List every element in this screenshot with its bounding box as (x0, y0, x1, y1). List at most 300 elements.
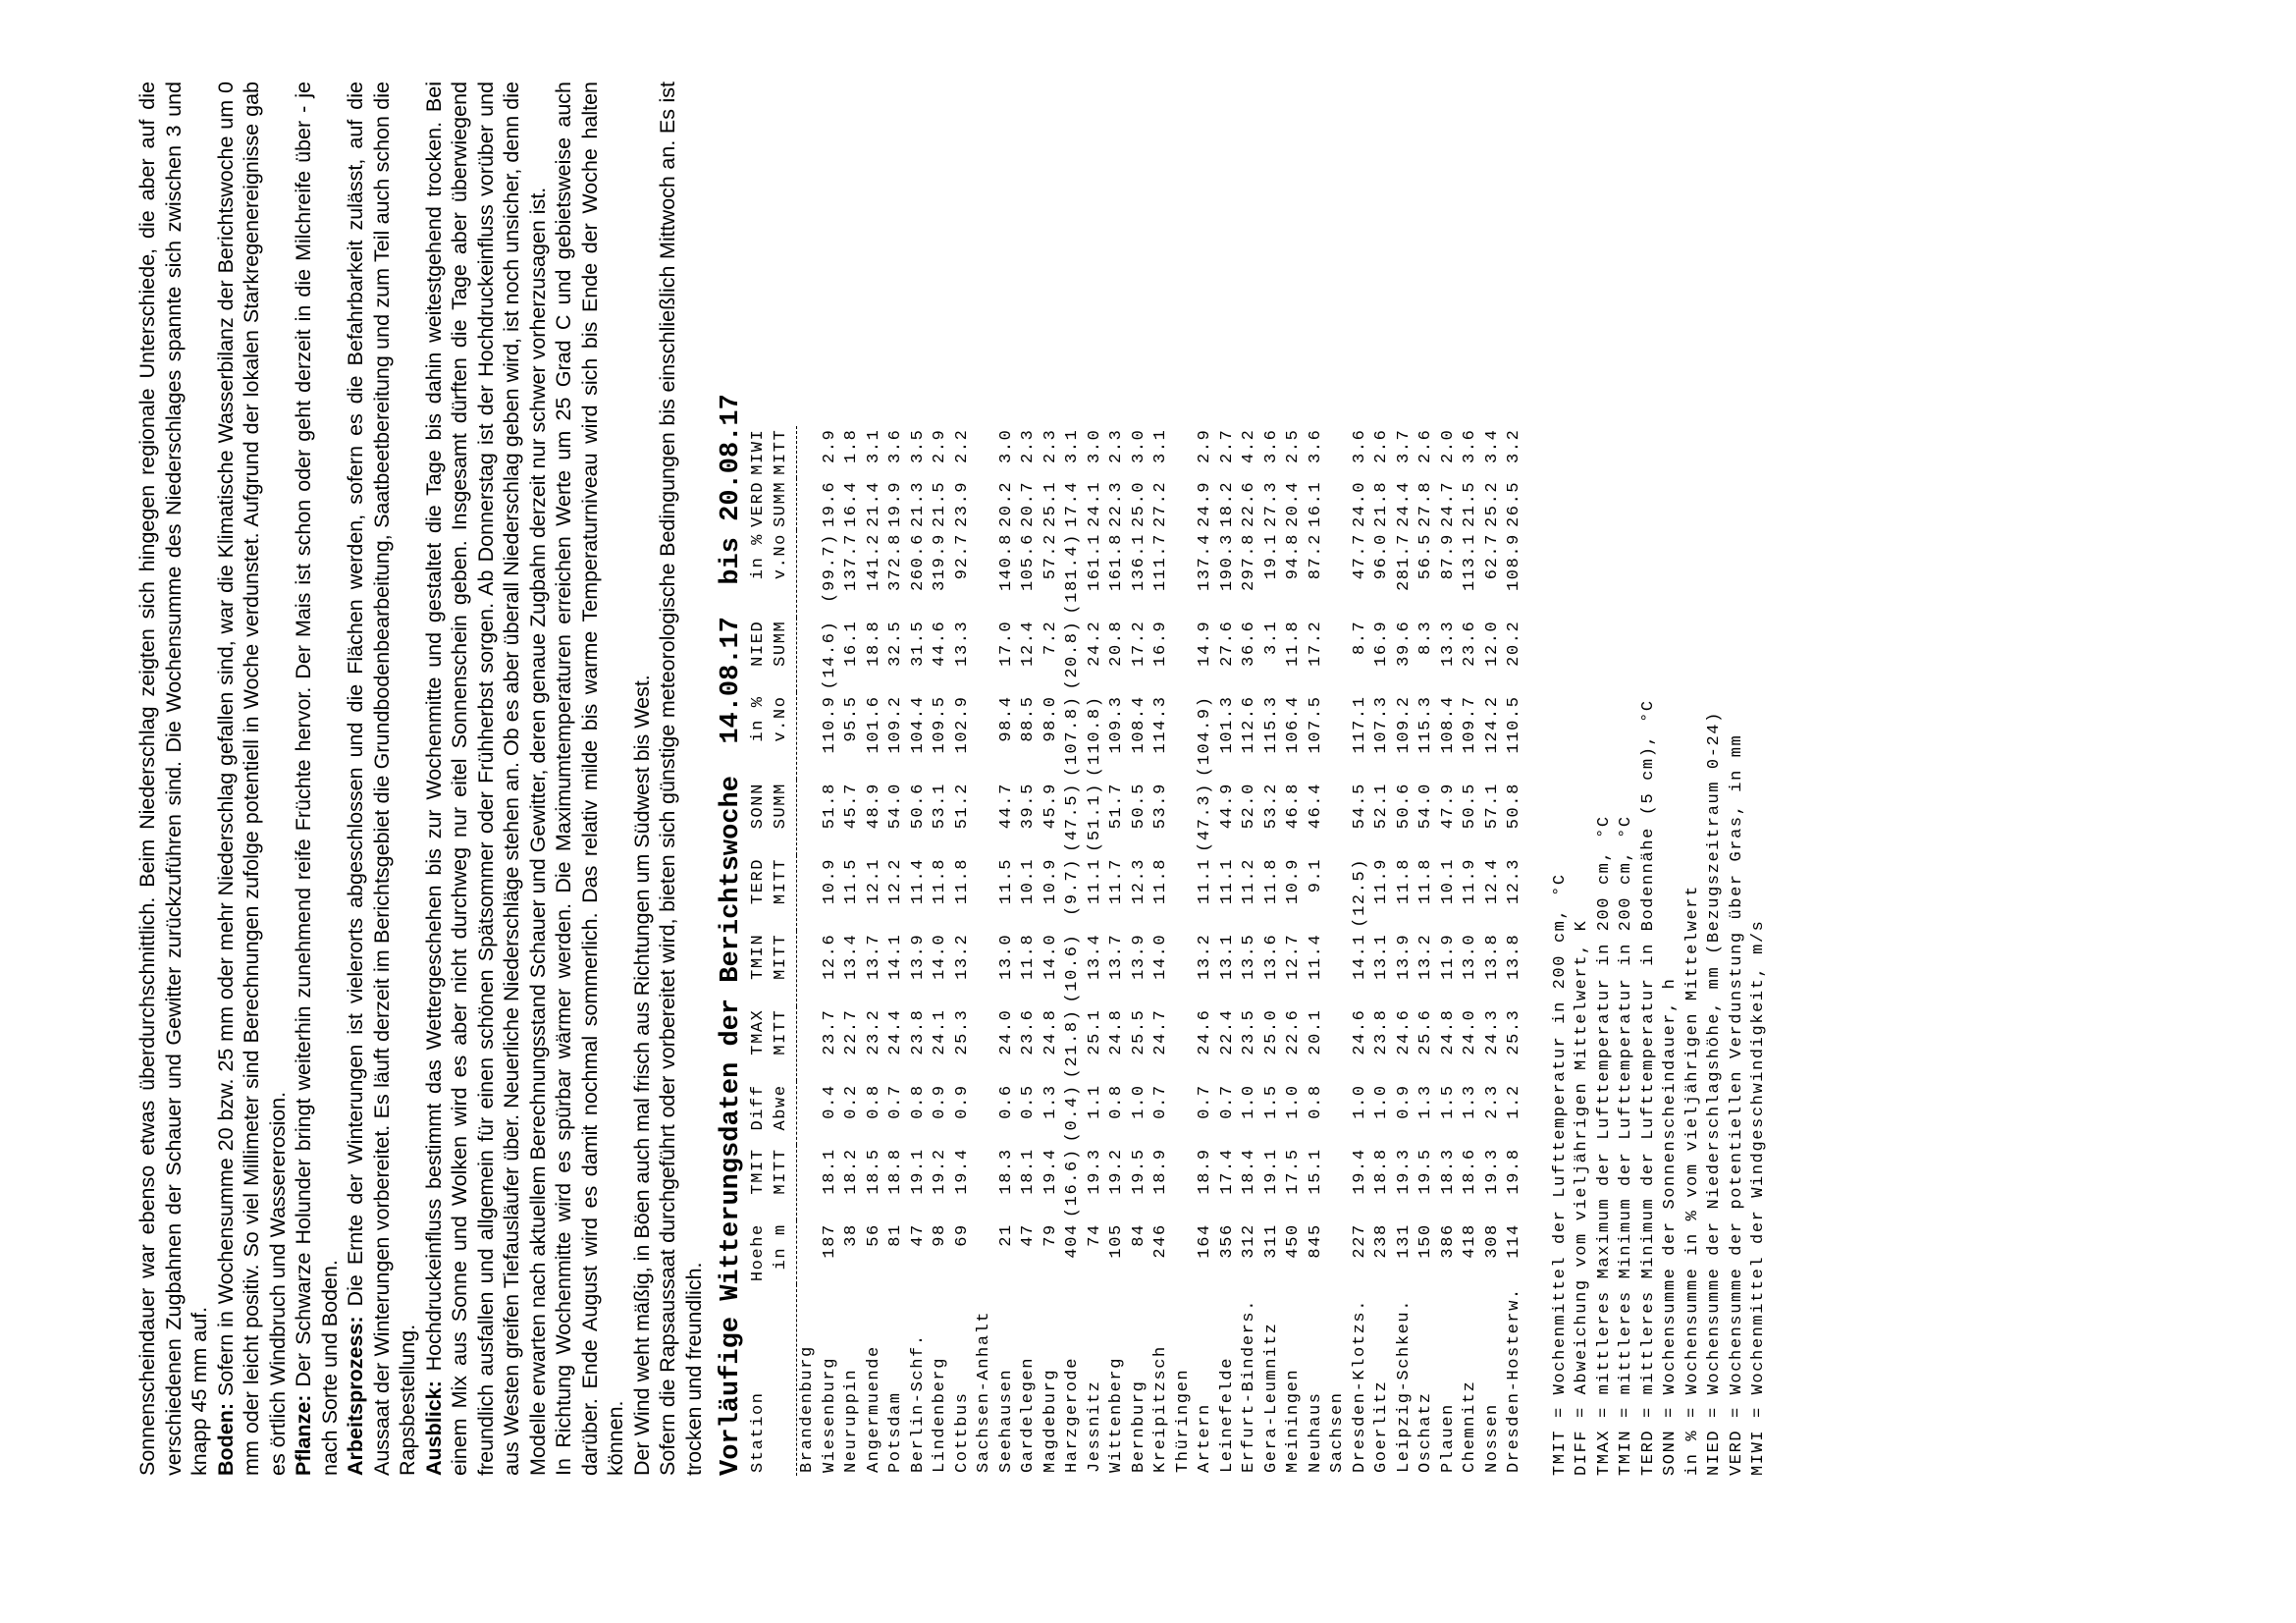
table-cell: 44.9 (1217, 783, 1237, 830)
table-cell: 13.0 (1461, 933, 1479, 980)
station-name: Cottbus (952, 1391, 972, 1473)
paragraph-ausblick (421, 81, 552, 1476)
table-cell: 109.3 (1107, 695, 1126, 754)
table-cell: 108.4 (1129, 695, 1148, 754)
table-cell: 1.3 (1041, 1084, 1060, 1119)
column-unit: MITT (771, 933, 790, 980)
table-cell: 2.5 (1284, 428, 1303, 463)
table-cell: 161.8 (1107, 533, 1126, 592)
table-cell: (0.4) (1063, 1084, 1082, 1143)
table-cell: 3.5 (908, 428, 928, 463)
table-cell: 11.5 (842, 857, 861, 905)
table-cell: 136.1 (1129, 533, 1148, 592)
table-cell: 10.9 (820, 857, 839, 905)
table-cell: 109.2 (886, 695, 905, 754)
table-cell: 18.6 (1461, 1148, 1479, 1195)
table-row (820, 426, 842, 1476)
table-cell: 115.3 (1261, 695, 1281, 754)
table-cell: 10.1 (1438, 857, 1458, 905)
table-cell: 11.8 (931, 857, 949, 905)
table-cell: 21 (996, 1223, 1016, 1247)
table-cell: 24.4 (1394, 480, 1414, 528)
table-cell: 3.1 (864, 428, 883, 463)
station-name: Nossen (1482, 1403, 1502, 1473)
table-cell: 13.2 (952, 933, 972, 980)
table-cell: 11.8 (1019, 933, 1038, 980)
table-cell: 845 (1306, 1223, 1325, 1259)
table-cell: 38 (842, 1223, 861, 1247)
table-row (1018, 426, 1041, 1476)
table-cell: 92.7 (952, 533, 972, 580)
table-cell: 88.5 (1019, 695, 1038, 742)
table-cell: 18.1 (1019, 1148, 1038, 1195)
column-header: Diff (749, 1084, 768, 1131)
table-cell: 19.4 (1350, 1148, 1369, 1195)
table-cell: 25.1 (1041, 480, 1060, 528)
table-cell: 19.9 (886, 480, 905, 528)
table-cell: 45.7 (842, 783, 861, 830)
table-cell: 11.9 (1461, 857, 1479, 905)
table-cell: 51.7 (1107, 783, 1126, 830)
table-cell: 115.3 (1416, 695, 1435, 754)
table-cell: 21.4 (864, 480, 883, 528)
table-cell: 25.3 (1505, 1008, 1523, 1055)
table-cell: 53.1 (931, 783, 949, 830)
table-cell: 18.9 (1196, 1148, 1214, 1195)
table-cell: 17.2 (1306, 620, 1325, 667)
table-cell: 13.9 (1394, 933, 1414, 980)
legend-line: NIED = Wochensumme der Niederschlagshöhe, mm (Bezugszeitraum 0-24) (1705, 711, 1724, 1476)
table-cell: 11.7 (1107, 857, 1126, 905)
table-cell: 0.8 (1107, 1084, 1126, 1119)
legend-line: TMAX = mittleres Maximum der Lufttemperatur in 200 cm, °C (1594, 815, 1614, 1476)
table-cell: 13.3 (1438, 620, 1458, 667)
paragraph-raps (655, 81, 707, 1476)
table-cell: (47.3) (1196, 783, 1214, 852)
table-cell: 18.3 (1438, 1148, 1458, 1195)
column-header: TMAX (749, 1008, 768, 1055)
table-cell: 62.7 (1482, 533, 1502, 580)
table-cell: 14.9 (1196, 620, 1214, 667)
table-cell: 69 (952, 1223, 972, 1247)
table-cell: 11.8 (952, 857, 972, 905)
table-cell: 111.7 (1151, 533, 1170, 592)
table-cell: 2.9 (820, 428, 839, 463)
table-cell: 24.6 (1350, 1008, 1369, 1055)
table-cell: 0.6 (996, 1084, 1016, 1119)
table-cell: 2.7 (1217, 428, 1237, 463)
column-unit: SUMM (771, 620, 790, 667)
table-cell: 2.9 (931, 428, 949, 463)
table-cell: 2.3 (1482, 1084, 1502, 1119)
table-cell: 12.7 (1284, 933, 1303, 980)
table-cell: 57.2 (1041, 533, 1060, 580)
column-unit: v.No (771, 533, 790, 580)
table-cell: 26.5 (1505, 480, 1523, 528)
station-name: Neuruppin (842, 1368, 861, 1473)
table-cell: 2.6 (1416, 428, 1435, 463)
table-cell: 54.0 (1416, 783, 1435, 830)
table-cell: 12.2 (886, 857, 905, 905)
legend-line: DIFF = Abweichung vom vieljährigen Mittelwert, K (1573, 919, 1591, 1476)
table-cell: 36.6 (1240, 620, 1258, 667)
table-cell: (10.6) (1063, 933, 1082, 1003)
table-cell: 39.6 (1394, 620, 1414, 667)
table-cell: 14.1 (1350, 933, 1369, 980)
station-name: Meiningen (1284, 1368, 1303, 1473)
table-cell: 50.5 (1461, 783, 1479, 830)
column-header: Hoehe (749, 1223, 768, 1282)
table-cell: 1.1 (1085, 1084, 1104, 1119)
table-cell: 0.8 (908, 1084, 928, 1119)
table-cell: 51.2 (952, 783, 972, 830)
table-cell: (12.5) (1350, 857, 1369, 928)
table-cell: 95.5 (842, 695, 861, 742)
table-row (1306, 426, 1328, 1476)
column-unit: MITT (771, 1148, 790, 1195)
table-cell: 0.7 (886, 1084, 905, 1119)
table-cell: 104.4 (908, 695, 928, 754)
paragraph-intro (134, 81, 213, 1476)
table-cell: 18.5 (864, 1148, 883, 1195)
table-cell: 24.8 (1107, 1008, 1126, 1055)
table-cell: 12.3 (1505, 857, 1523, 905)
table-cell: 15.1 (1306, 1148, 1325, 1195)
table-cell: 10.9 (1284, 857, 1303, 905)
table-cell: 24.2 (1085, 620, 1104, 667)
paragraph-lead: Arbeitsprozess: (344, 1316, 367, 1476)
table-cell: 22.4 (1217, 1008, 1237, 1055)
table-cell: 24.7 (1438, 480, 1458, 528)
station-name: Jessnitz (1085, 1380, 1104, 1473)
table-cell: 107.3 (1372, 695, 1391, 754)
table-row (930, 426, 952, 1476)
legend-line: TMIN = mittleres Minimum der Lufttemperatur in 200 cm, °C (1617, 815, 1635, 1476)
table-cell: 11.8 (1416, 857, 1435, 905)
table-cell: 13.5 (1240, 933, 1258, 980)
column-unit: SUMM (771, 783, 790, 830)
table-cell: 17.0 (996, 620, 1016, 667)
table-cell: 13.9 (1129, 933, 1148, 980)
table-cell: 24.4 (886, 1008, 905, 1055)
table-cell: 19.5 (1129, 1148, 1148, 1195)
table-cell: (104.9) (1196, 695, 1214, 778)
table-cell: 19.1 (1261, 533, 1281, 580)
table-header (748, 426, 797, 1476)
table-cell: 238 (1372, 1223, 1391, 1259)
table-cell: 3.1 (1151, 428, 1170, 463)
table-cell: 1.3 (1416, 1084, 1435, 1119)
table-row (1195, 426, 1217, 1476)
table-cell: 24.6 (1394, 1008, 1414, 1055)
column-header: VERD (749, 480, 768, 528)
table-row (996, 426, 1019, 1476)
table-cell: 87.9 (1438, 533, 1458, 580)
table-cell: 25.5 (1129, 1008, 1148, 1055)
table-cell: 105.6 (1019, 533, 1038, 592)
table-cell: 53.9 (1151, 783, 1170, 830)
column-header: TMIN (749, 933, 768, 980)
table-cell: (107.8) (1063, 695, 1082, 778)
table-cell: 0.8 (1306, 1084, 1325, 1119)
table-cell: 2.0 (1438, 428, 1458, 463)
table-cell: 23.6 (1019, 1008, 1038, 1055)
table-cell: 20.7 (1019, 480, 1038, 528)
paragraph-text: Sofern die Rapsaussaat durchgeführt oder vorbereitet wird, bieten sich günstige meteorologische Bedingungen bis einschließlich Mittwoch an. Es ist trocken und freundlich. (656, 81, 706, 1476)
table-cell: 47 (1019, 1223, 1038, 1247)
table-cell: 1.0 (1350, 1084, 1369, 1119)
table-cell: 20.1 (1306, 1008, 1325, 1055)
table-cell: 11.8 (1151, 857, 1170, 905)
table-cell: 54.5 (1350, 783, 1369, 830)
table-cell: 3.6 (1461, 428, 1479, 463)
table-cell: 19.8 (1505, 1148, 1523, 1195)
paragraph-text: Hochdruckeinfluss bestimmt das Wettergeschehen bis zur Wochenmitte und gestaltet die Tage bis dahin weitestgehend trocken. Bei einem Mix aus Sonne und Wolken wird es aber nicht durchweg nur eitel Sonnenschein geben. Insgesamt dürften die Tage aber überwiegend freundlich ausfallen und allgemein für einen schönen Spätsommer oder Frühherbst sorgen. Ab Donnerstag ist der Hochdruckeinfluss vorüber und aus Westen greifen Tiefausläufer über. Neuerliche Niederschläge stehen an. Ob es aber überall Niederschlag geben wird, ist noch unsicher, denn die Modelle erwarten nach aktuellem Berechnungsstand Schauer und Gewitter, deren genaue Zugbahn derzeit nur schwer vorherzusagen ist. (421, 81, 550, 1476)
table-cell: 150 (1416, 1223, 1435, 1259)
table-cell: 246 (1151, 1223, 1170, 1259)
table-cell: 312 (1240, 1223, 1258, 1259)
table-cell: 23.9 (952, 480, 972, 528)
header-row-units (771, 426, 793, 1476)
paragraph-lead: Boden: (213, 1402, 238, 1476)
table-cell: 18.4 (1240, 1148, 1258, 1195)
table-cell: 2.3 (1107, 428, 1126, 463)
column-unit: SUMM (771, 480, 790, 528)
table-cell: 161.1 (1085, 533, 1104, 592)
table-cell: 17.5 (1284, 1148, 1303, 1195)
table-cell: 11.9 (1438, 933, 1458, 980)
table-cell: 56.5 (1416, 533, 1435, 580)
table-cell: 14.1 (886, 933, 905, 980)
table-cell: 44.6 (931, 620, 949, 667)
table-cell: 12.3 (1129, 857, 1148, 905)
table-cell: 22.7 (842, 1008, 861, 1055)
paragraph-text: Der Schwarze Holunder bringt weiterhin zunehmend reife Früchte hervor. Der Mais ist schon oder geht derzeit in die Milchreife über - je nach Sorte und Boden. (292, 81, 342, 1476)
station-name: Neuhaus (1306, 1391, 1325, 1473)
table-cell: 0.9 (931, 1084, 949, 1119)
table-cell: 2.6 (1372, 428, 1391, 463)
table-cell: 12.6 (820, 933, 839, 980)
table-cell: 19.4 (1041, 1148, 1060, 1195)
table-cell: 39.5 (1019, 783, 1038, 830)
legend-line: in % = Wochensumme in % vom vieljährigen Mittelwert (1682, 885, 1702, 1476)
table-cell: 3.7 (1394, 428, 1414, 463)
table-cell: 25.0 (1129, 480, 1148, 528)
paragraph-pflanze (291, 81, 343, 1476)
table-cell: 22.3 (1107, 480, 1126, 528)
table-cell: 19.4 (952, 1148, 972, 1195)
station-name: Goerlitz (1372, 1380, 1391, 1473)
table-cell: 308 (1482, 1223, 1502, 1259)
table-cell: 386 (1438, 1223, 1458, 1259)
legend-line: SONN = Wochensumme der Sonnenscheindauer, h (1661, 977, 1680, 1476)
station-group-name: Sachsen (1328, 1391, 1347, 1473)
table-row (864, 426, 886, 1476)
table-row (1217, 426, 1240, 1476)
table-cell: 46.4 (1306, 783, 1325, 830)
paragraph-text: In Richtung Wochenmitte wird es spürbar wärmer werden. Die Maximumtemperaturen erreichen Werte um 25 Grad C und gebietsweise auch darüber. Ende August wird es damit nochmal sommerlich. Das relativ milde bis warme Temperaturniveau wird sich bis Ende der Woche halten können. (552, 81, 627, 1476)
table-cell: 25.0 (1261, 1008, 1281, 1055)
table-cell: 227 (1350, 1223, 1369, 1259)
column-unit (771, 1284, 793, 1476)
column-header: MIWI (749, 428, 768, 475)
station-name: Leinefelde (1217, 1356, 1237, 1473)
table-cell: 3.0 (996, 428, 1016, 463)
station-name: Erfurt-Binders. (1240, 1298, 1258, 1473)
table-cell: 31.5 (908, 620, 928, 667)
table-cell: 0.7 (1196, 1084, 1214, 1119)
column-header: SONN (749, 783, 768, 830)
station-name: Berlin-Schf. (908, 1333, 928, 1473)
table-cell: 102.9 (952, 695, 972, 754)
table-cell: 19.1 (1261, 1148, 1281, 1195)
table-cell: 11.9 (1372, 857, 1391, 905)
station-group-row (1173, 426, 1196, 1476)
table-cell: 109.7 (1461, 695, 1479, 754)
table-cell: 25.3 (952, 1008, 972, 1055)
table-cell: 23.7 (820, 1008, 839, 1055)
table-cell: 114 (1505, 1223, 1523, 1259)
table-cell: 13.4 (1085, 933, 1104, 980)
table-cell: 47 (908, 1223, 928, 1247)
table-cell: 24.8 (1041, 1008, 1060, 1055)
table-cell: 1.5 (1261, 1084, 1281, 1119)
table-cell: 48.9 (864, 783, 883, 830)
table-title: Vorläufige Witterungsdaten der Berichtswoche 14.08.17 bis 20.08.17 (717, 394, 746, 1476)
station-name: Artern (1196, 1403, 1214, 1473)
paragraph-text: Der Wind weht mäßig, in Böen auch mal frisch aus Richtungen um Südwest bis West. (629, 675, 654, 1476)
table-cell: 98 (931, 1223, 949, 1247)
column-header: TMIT (749, 1148, 768, 1195)
table-cell: 12.0 (1482, 620, 1502, 667)
station-name: Leipzig-Schkeu. (1394, 1298, 1414, 1473)
table-cell: 3.0 (1129, 428, 1148, 463)
table-cell: 3.1 (1261, 620, 1281, 656)
station-group-row (1327, 426, 1350, 1476)
station-name: Kreipitzsch (1151, 1345, 1170, 1473)
column-header: TERD (749, 857, 768, 905)
table-cell: 13.7 (864, 933, 883, 980)
table-cell: 108.4 (1438, 695, 1458, 754)
table-cell: 4.2 (1240, 428, 1258, 463)
station-group-name: Sachsen-Anhalt (975, 1310, 993, 1473)
table-cell: 0.5 (1019, 1084, 1038, 1119)
table-cell: 0.2 (842, 1084, 861, 1119)
table-cell: 74 (1085, 1223, 1104, 1247)
table-cell: 23.8 (1372, 1008, 1391, 1055)
table-cell: 24.0 (1461, 1008, 1479, 1055)
table-cell: 131 (1394, 1223, 1414, 1259)
table-cell: 32.5 (886, 620, 905, 667)
table-cell: 8.7 (1350, 620, 1369, 656)
table-cell: 11.4 (1306, 933, 1325, 980)
table-cell: 46.8 (1284, 783, 1303, 830)
table-cell: (21.8) (1063, 1008, 1082, 1079)
table-cell: 11.5 (996, 857, 1016, 905)
table-cell: 11.8 (1394, 857, 1414, 905)
table-cell: 56 (864, 1223, 883, 1247)
table-cell: 11.2 (1240, 857, 1258, 905)
table-cell: 13.2 (1196, 933, 1214, 980)
table-cell: 11.8 (1261, 857, 1281, 905)
column-unit: in m (771, 1223, 790, 1271)
table-cell: 13.3 (952, 620, 972, 667)
table-cell: 11.1 (1085, 857, 1104, 905)
table-cell: 20.4 (1284, 480, 1303, 528)
table-cell: 25.2 (1482, 480, 1502, 528)
table-cell: 105 (1107, 1223, 1126, 1259)
column-unit: v.No (771, 695, 790, 742)
table-cell: 17.4 (1063, 480, 1082, 528)
table-cell: 18.2 (1217, 480, 1237, 528)
table-cell: 13.0 (996, 933, 1016, 980)
table-cell: 87.2 (1306, 533, 1325, 580)
abbreviation-legend (1550, 81, 1771, 1476)
table-cell: (181.4) (1063, 533, 1082, 615)
table-cell: 190.3 (1217, 533, 1237, 592)
table-cell: 260.6 (908, 533, 928, 592)
paragraph-text: Sonnenscheindauer war ebenso etwas überdurchschnittlich. Beim Niederschlag zeigten sich hingegen regionale Unterschiede, die aber auf die verschiedenen Zugbahnen der Schauer und Gewitter zurückzuführen sind. Die Wochensumme des Niederschlages spannte sich zwischen 3 und knapp 45 mm auf. (135, 81, 211, 1476)
table-cell: (14.6) (820, 620, 839, 690)
paragraph-boden (213, 81, 292, 1476)
table-cell: 13.7 (1107, 933, 1126, 980)
table-cell: 44.7 (996, 783, 1016, 830)
table-cell: 404 (1063, 1223, 1082, 1259)
table-cell: 3.4 (1482, 428, 1502, 463)
table-cell: 19.5 (1416, 1148, 1435, 1195)
table-cell: 297.8 (1240, 533, 1258, 592)
station-group-row (974, 426, 996, 1476)
table-cell: 0.8 (864, 1084, 883, 1119)
table-cell: 16.9 (1151, 620, 1170, 667)
table-cell: 108.9 (1505, 533, 1523, 592)
column-unit: MITT (771, 857, 790, 905)
station-name: Plauen (1438, 1403, 1458, 1473)
table-cell: 27.2 (1151, 480, 1170, 528)
table-cell: 140.8 (996, 533, 1016, 592)
table-row (1062, 426, 1085, 1476)
station-name: Dresden-Klotzs. (1350, 1298, 1369, 1473)
table-cell: 24.0 (996, 1008, 1016, 1055)
station-name: Bernburg (1129, 1380, 1148, 1473)
table-row (1415, 426, 1438, 1476)
table-row (1438, 426, 1461, 1476)
table-cell: 24.1 (931, 1008, 949, 1055)
table-cell: 21.5 (931, 480, 949, 528)
table-cell: 13.1 (1217, 933, 1237, 980)
station-name: Oschatz (1416, 1391, 1435, 1473)
table-cell: 47.9 (1438, 783, 1458, 830)
table-cell: 13.6 (1261, 933, 1281, 980)
station-group-row (797, 426, 820, 1476)
table-cell: 54.0 (886, 783, 905, 830)
table-row (1460, 426, 1482, 1476)
table-cell: 101.3 (1217, 695, 1237, 754)
table-cell: 19.2 (1107, 1148, 1126, 1195)
report-content (134, 81, 1771, 1476)
table-cell: 418 (1461, 1223, 1479, 1259)
table-cell: 21.8 (1372, 480, 1391, 528)
table-cell: 45.9 (1041, 783, 1060, 830)
table-cell: 18.8 (1372, 1148, 1391, 1195)
table-cell: 98.0 (1041, 695, 1060, 742)
table-cell: 109.2 (1394, 695, 1414, 754)
table-cell: 25.6 (1416, 1008, 1435, 1055)
table-cell: 23.2 (864, 1008, 883, 1055)
table-cell: 23.5 (1240, 1008, 1258, 1055)
table-cell: 2.3 (1041, 428, 1060, 463)
table-cell: (9.7) (1063, 857, 1082, 916)
